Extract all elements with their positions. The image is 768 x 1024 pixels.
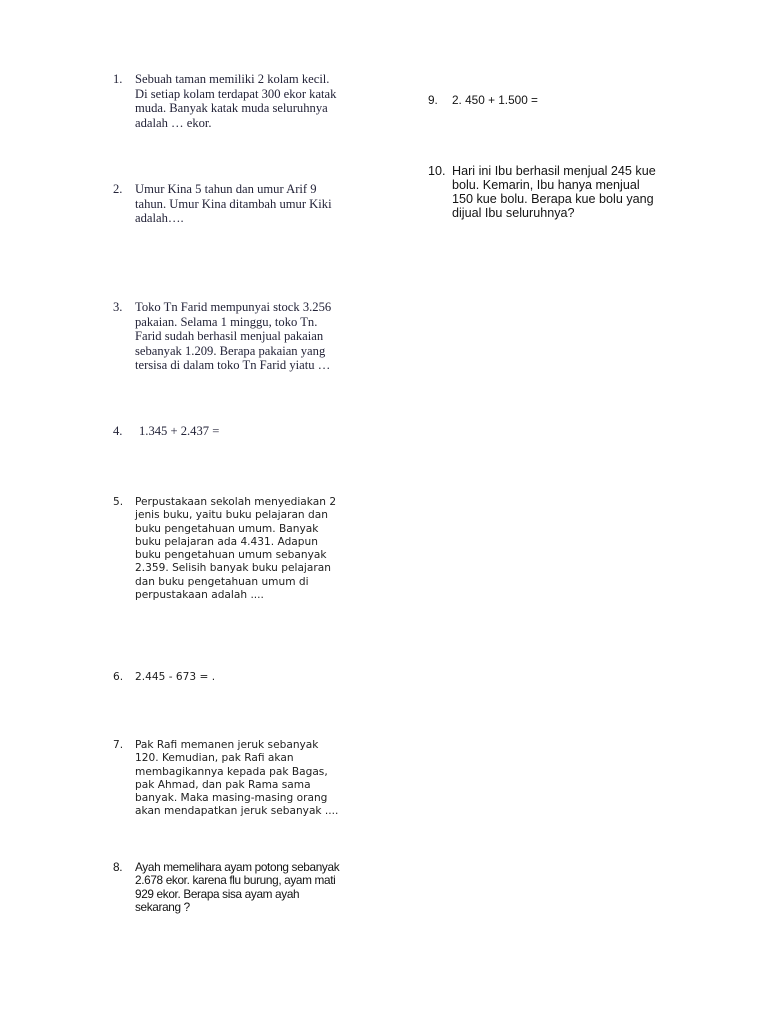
question-1 [113, 72, 336, 130]
question-number: 4. [113, 424, 123, 438]
question-number: 10. [428, 164, 446, 178]
question-4 [113, 424, 219, 439]
question-10 [428, 164, 656, 220]
question-text: Perpustakaan sekolah menyediakan 2 jenis buku, yaitu buku pelajaran dan buku pengetahuan umum. Banyak buku pelajaran ada 4.431. Adapun buku pengetahuan umum sebanyak 2.359. Selisih banyak buku pelajaran dan buku pengetahuan umum di perpustakaan adalah .... [135, 496, 337, 602]
question-text: Toko Tn Farid mempunyai stock 3.256 pakaian. Selama 1 minggu, toko Tn. Farid sudah berhasil menjual pakaian sebanyak 1.209. Berapa pakaian yang tersisa di dalam toko Tn Farid yiatu … [135, 300, 332, 373]
question-text: Ayah memelihara ayam potong sebanyak 2.678 ekor. karena flu burung, ayam mati 929 ekor. Berapa sisa ayam ayah sekarang ? [135, 860, 340, 915]
question-number: 9. [428, 93, 438, 107]
question-text: Umur Kina 5 tahun dan umur Arif 9 tahun. Umur Kina ditambah umur Kiki adalah…. [135, 182, 332, 226]
question-number: 5. [113, 496, 124, 508]
question-8 [113, 861, 339, 915]
question-number: 7. [113, 739, 124, 751]
question-text: Sebuah taman memiliki 2 kolam kecil. Di setiap kolam terdapat 300 ekor katak muda. Banyak katak muda seluruhnya adalah … ekor. [135, 72, 337, 130]
question-number: 1. [113, 72, 123, 86]
question-number: 2. [113, 182, 123, 196]
question-text: Hari ini Ibu berhasil menjual 245 kue bolu. Kemarin, Ibu hanya menjual 150 kue bolu. Berapa kue bolu yang dijual Ibu seluruhnya? [452, 164, 656, 220]
question-3 [113, 300, 331, 373]
question-5 [113, 496, 336, 602]
question-text: Pak Rafi memanen jeruk sebanyak 120. Kemudian, pak Rafi akan membagikannya kepada pak Bagas, pak Ahmad, dan pak Rama sama banyak. Maka masing-masing orang akan mendapatkan jeruk sebanyak .... [135, 739, 339, 818]
question-text: 1.345 + 2.437 = [139, 424, 220, 438]
question-7 [113, 739, 338, 819]
question-6 [113, 671, 215, 684]
question-number: 3. [113, 300, 123, 314]
question-text: 2. 450 + 1.500 = [452, 93, 538, 107]
question-number: 8. [113, 860, 123, 874]
question-number: 6. [113, 671, 124, 683]
question-text: 2.445 - 673 = . [135, 671, 216, 683]
question-2 [113, 182, 332, 226]
question-9 [428, 94, 538, 107]
